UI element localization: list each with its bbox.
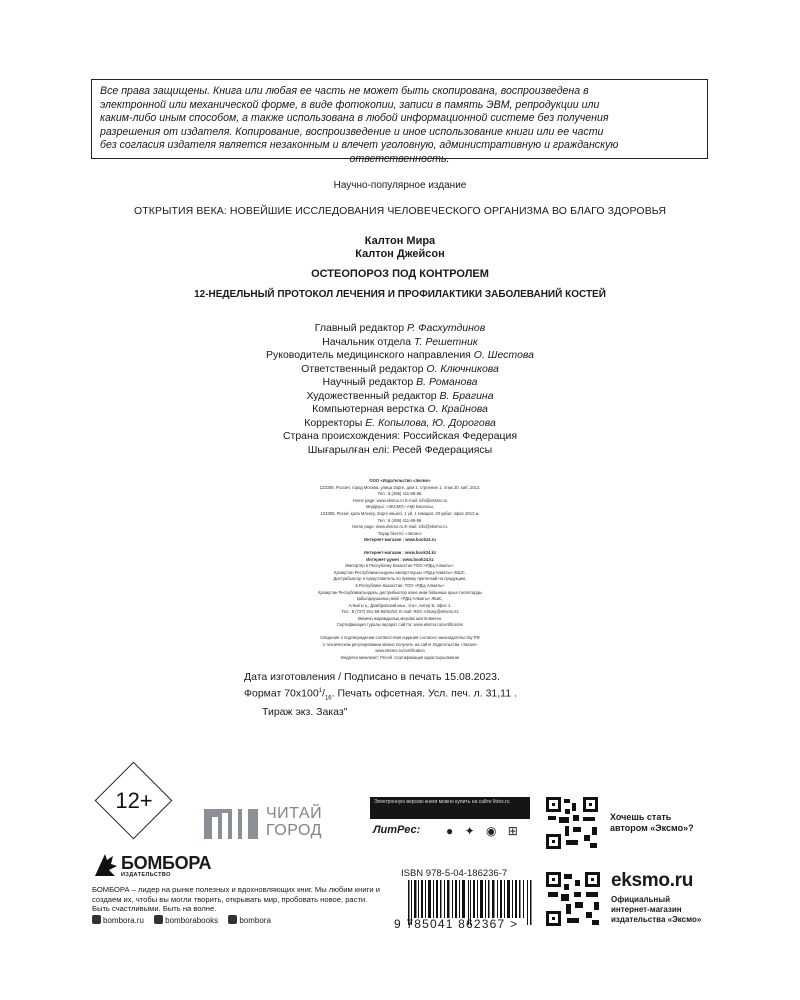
chitai-gorod-line2: ГОРОД: [266, 822, 322, 839]
fine-line: Интернет-магазин : www.book24.ru: [364, 537, 436, 543]
fine-line: Импортёр в Республику Казахстан ТОО «РДЦ-Алматы».: [345, 563, 455, 569]
book-subtitle: 12-НЕДЕЛЬНЫЙ ПРОТОКОЛ ЛЕЧЕНИЯ И ПРОФИЛАКТИКИ ЗАБОЛЕВАНИЙ КОСТЕЙ: [194, 289, 606, 300]
fine-line: қабылдаушының өкілі «РДЦ-Алматы» ЖШС,: [356, 596, 444, 602]
isbn: ISBN 978-5-04-186236-7: [401, 868, 508, 879]
origin-line: Шығарылған елі: Ресей Федерациясы: [307, 443, 493, 456]
copyright-line: каким-либо иным способом, а также использована в любой информационной системе без получения: [100, 112, 609, 124]
fine-line: www.eksmo.ru/certification: [375, 648, 425, 654]
chitai-gorod-mark-icon: [204, 809, 258, 839]
credit-line: Главный редактор Р. Фасхутдинов: [314, 322, 486, 334]
credits: [0, 322, 800, 430]
fine-line: Өнімнің жарамдылық мерзімі шектелмеген.: [357, 615, 443, 621]
fine-line: Тауар белгісі: «Эксмо»: [377, 530, 423, 536]
country-of-origin: [0, 430, 800, 457]
print-data: [244, 671, 517, 719]
fine-line: Сертификация туралы ақпарат сайтта: www.eksmo.ru/certification: [336, 622, 464, 628]
social-books: bomborabooks: [154, 916, 218, 925]
fine-line: в Республике Казахстан: ТОО «РДЦ-Алматы»: [355, 582, 445, 588]
fine-line: Алматы қ., Домбровский көш., 3-а», литер Б, офис 1.: [348, 602, 452, 608]
credit-line: Научный редактор В. Романова: [322, 376, 478, 388]
origin-line: Страна происхождения: Российская Федерация: [282, 430, 518, 442]
telegram-icon: [228, 915, 237, 924]
fine-line: Тел.: 8 (727) 251-59-90/91/92; E-mail: RDC-Almaty@eksmo.kz: [341, 609, 459, 615]
author-name: Калтон Джейсон: [355, 248, 445, 260]
credit-line: Художественный редактор В. Брагина: [306, 389, 494, 402]
fine-line: Өндіруші: «ЭКСМО» АҚБ Баспасы,: [365, 504, 435, 510]
eksmo-url: eksmo.ru: [611, 870, 694, 891]
fine-line: Қазақстан Республикасындағы импорттаушы «РДЦ-Алматы» ЖШС.: [334, 569, 466, 575]
credit-line: Компьютерная верстка О. Крайнова: [312, 403, 488, 415]
credit-line: Корректоры Е. Копылова, Ю. Дорогова: [304, 416, 496, 429]
cta-line: автором «Эксмо»?: [610, 823, 694, 833]
fine-line: Тел.: 8 (495) 411-68-86.: [377, 517, 423, 523]
qr-code-author-icon: [546, 797, 598, 849]
print-format: Формат $70x100^1/_{16}$. Печать офсетная. Усл. печ. л. 31,11 .: [244, 687, 517, 702]
publisher-fine-print: [0, 478, 800, 661]
fine-line: Өндірген мемлекет: Ресей. Сертификация қарастырылмаған: [340, 654, 460, 660]
print-run: Тираж экз. Заказ": [262, 705, 348, 718]
fine-line: Сведения о подтверждении соответствия издания согласно законодательству РФ: [320, 635, 480, 641]
social-channel: bombora: [228, 916, 271, 925]
instagram-icon: [154, 915, 163, 924]
credit-line: Начальник отдела Т. Решетник: [322, 335, 478, 348]
credit-line: Ответственный редактор О. Ключникова: [301, 362, 499, 375]
fine-line: 123308, Ресей, қала Мәскеу, Зорге көшесі, 1 үй, 1 ғимарат, 20 қабат, офис 2013 ж.: [320, 510, 480, 516]
author-name: Калтон Мира: [364, 235, 436, 247]
chitai-gorod-line1: ЧИТАЙ: [266, 805, 323, 822]
fine-line: Дистрибьютор и представитель по приему претензий на продукцию,: [333, 576, 467, 582]
eksmo-description: Официальный интернет-магазин издательства «Эксмо»: [611, 895, 702, 924]
credit-line: Руководитель медицинского направления О. Шестова: [266, 349, 534, 361]
copyright-line: Все права защищены. Книга или любая ее часть не может быть скопирована, воспроизведена в: [100, 85, 589, 97]
qr-code-eksmo-icon: [546, 872, 600, 926]
bombora-bomb-icon: [93, 850, 117, 878]
author-call-to-action: [610, 812, 694, 834]
fine-line: Интернет-магазин : www.book24.kz: [363, 549, 437, 555]
bombora-socials: [92, 915, 279, 925]
fine-line: Тел.: 8 (495) 411-68-86.: [377, 491, 423, 497]
bombora-tag: ИЗДАТЕЛЬСТВО: [121, 872, 171, 878]
age-rating: 12+: [115, 788, 153, 813]
fine-line: Қазақстан Республикасындағы дистрибьютор және өнім бойынша арыз-талаптарды: [318, 589, 482, 595]
barcode-digits: 9 785041 862367 >: [394, 917, 519, 931]
social-site: bombora.ru: [92, 916, 144, 925]
book-title: ОСТЕОПОРОЗ ПОД КОНТРОЛЕМ: [311, 268, 489, 280]
fine-line: 123308, Россия, город Москва, улица Зорге, дом 1, строение 1, этаж 20, каб. 2013.: [319, 484, 481, 490]
publisher-name: ООО «Издательство «Эксмо»: [369, 478, 431, 483]
copyright-line: без согласия издателя является незаконным и влечет уголовную, административную и гражданскую: [100, 139, 619, 151]
fine-line: Интернет-дүкен : www.book24.kz: [366, 556, 434, 562]
fine-line: Home page: www.eksmo.ru E-mail: info@eksmo.ru.: [352, 524, 448, 530]
cta-line: Хочешь стать: [610, 812, 672, 822]
bombora-description: БОМБОРА – лидер на рынке полезных и вдохновляющих книг. Мы любим книги и создаем их, чтобы вы могли творить, открывать мир, пробовать новое, расти. Быть счастливыми. Быть на волне.: [92, 885, 380, 914]
print-date: Дата изготовления / Подписано в печать 15.08.2023.: [244, 671, 500, 683]
authors: [0, 235, 800, 261]
copyright-notice: [91, 79, 708, 165]
store-icons: ● ✦ ◉ ⊞: [446, 824, 522, 838]
copyright-line: разрешения от издателя. Копирование, воспроизведение и иное использование книги или ее части: [100, 125, 604, 138]
series-title: ОТКРЫТИЯ ВЕКА: НОВЕЙШИЕ ИССЛЕДОВАНИЯ ЧЕЛОВЕЧЕСКОГО ОРГАНИЗМА ВО БЛАГО ЗДОРОВЬЯ: [134, 205, 666, 217]
litres-block: [370, 797, 530, 847]
fine-line: Home page: www.eksmo.ru E-mail: info@eksmo.ru: [352, 497, 448, 503]
litres-logo: ЛитРес:: [373, 824, 421, 836]
edition-type: Научно-популярное издание: [333, 180, 467, 191]
web-icon: [92, 915, 101, 924]
copyright-line: ответственность.: [349, 152, 450, 165]
litres-promo: Электронную версию книги можно купить на сайте litres.ru: [370, 797, 530, 819]
copyright-line: электронной или механической форме, в виде фотокопии, записи в память ЭВМ, репродукции или: [100, 98, 600, 111]
chitai-gorod-logo: [204, 805, 344, 841]
bombora-name: БОМБОРА: [121, 853, 212, 873]
age-rating-badge: [95, 762, 173, 840]
fine-line: о техническом регулировании можно получить на сайте Издательства «Эксмо»: [322, 641, 478, 647]
